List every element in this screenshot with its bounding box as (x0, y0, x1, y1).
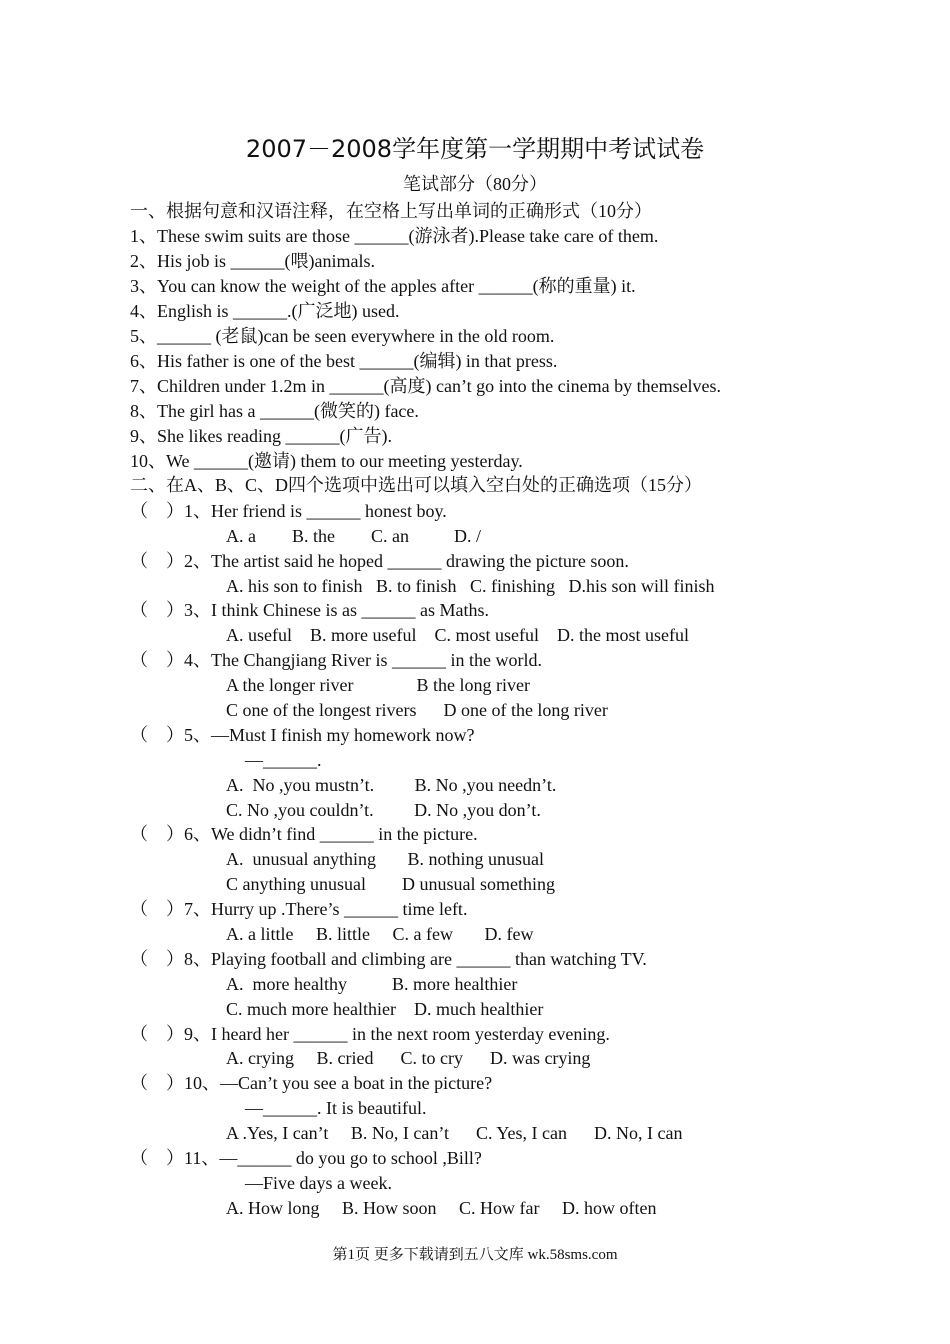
question-5-options-cd: C. No ,you couldn’t. D. No ,you don’t. (226, 800, 541, 820)
exam-title: 2007－2008学年度第一学期期中考试试卷 (245, 135, 705, 163)
section-1-heading: 一、根据句意和汉语注释，在空格上写出单词的正确形式（10分） (130, 201, 652, 221)
question-4-options-cd: C one of the longest rivers D one of the long river (226, 700, 608, 720)
question-10-reply: —______. It is beautiful. (245, 1098, 427, 1118)
question-5-reply: —______. (245, 750, 322, 770)
question-1-options: A. a B. the C. an D. / (226, 526, 481, 546)
question-6-options-cd: C anything unusual D unusual something (226, 874, 555, 894)
question-8-options-cd: C. much more healthier D. much healthier (226, 999, 544, 1019)
question-4: （ ）4、The Changjiang River is ______ in the world. (130, 650, 542, 670)
page-footer: 第1页 更多下载请到五八文库 wk.58sms.com (332, 1247, 618, 1263)
question-8: （ ）8、Playing football and climbing are ______ than watching TV. (130, 949, 647, 969)
question-11-reply: —Five days a week. (245, 1173, 392, 1193)
question-5-options-ab: A. No ,you mustn’t. B. No ,you needn’t. (226, 775, 557, 795)
question-8-options-ab: A. more healthy B. more healthier (226, 974, 518, 994)
question-2-options: A. his son to finish B. to finish C. finishing D.his son will finish (226, 576, 715, 596)
written-part-subtitle: 笔试部分（80分） (403, 174, 547, 194)
fill-in-item-5: 5、______ (老鼠)can be seen everywhere in the old room. (130, 326, 555, 346)
question-11-options: A. How long B. How soon C. How far D. how often (226, 1198, 657, 1218)
question-7: （ ）7、Hurry up .There’s ______ time left. (130, 899, 468, 919)
fill-in-item-6: 6、His father is one of the best ______(编辑) in that press. (130, 351, 558, 371)
question-9: （ ）9、I heard her ______ in the next room yesterday evening. (130, 1024, 610, 1044)
fill-in-item-10: 10、We ______(邀请) them to our meeting yesterday. (130, 451, 523, 471)
question-9-options: A. crying B. cried C. to cry D. was crying (226, 1048, 591, 1068)
fill-in-item-2: 2、His job is ______(喂)animals. (130, 251, 375, 271)
question-6: （ ）6、We didn’t find ______ in the picture. (130, 824, 478, 844)
fill-in-item-9: 9、She likes reading ______(广告). (130, 426, 392, 446)
question-5: （ ）5、—Must I finish my homework now? (130, 725, 475, 745)
question-7-options: A. a little B. little C. a few D. few (226, 924, 534, 944)
fill-in-item-4: 4、English is ______.(广泛地) used. (130, 301, 400, 321)
question-4-options-ab: A the longer river B the long river (226, 675, 530, 695)
question-10: （ ）10、—Can’t you see a boat in the picture? (130, 1073, 493, 1093)
question-11: （ ）11、—______ do you go to school ,Bill? (130, 1148, 482, 1168)
question-6-options-ab: A. unusual anything B. nothing unusual (226, 849, 544, 869)
section-2-heading: 二、在A、B、C、D四个选项中选出可以填入空白处的正确选项（15分） (130, 475, 703, 495)
question-1: （ ）1、Her friend is ______ honest boy. (130, 501, 447, 521)
question-3-options: A. useful B. more useful C. most useful D. the most useful (226, 625, 689, 645)
question-2: （ ）2、The artist said he hoped ______ drawing the picture soon. (130, 551, 629, 571)
question-3: （ ）3、I think Chinese is as ______ as Maths. (130, 600, 489, 620)
question-10-options: A .Yes, I can’t B. No, I can’t C. Yes, I can D. No, I can (226, 1123, 683, 1143)
fill-in-item-8: 8、The girl has a ______(微笑的) face. (130, 401, 419, 421)
fill-in-item-3: 3、You can know the weight of the apples after ______(称的重量) it. (130, 276, 636, 296)
fill-in-item-7: 7、Children under 1.2m in ______(高度) can’t go into the cinema by themselves. (130, 376, 722, 396)
fill-in-item-1: 1、These swim suits are those ______(游泳者).Please take care of them. (130, 226, 659, 246)
